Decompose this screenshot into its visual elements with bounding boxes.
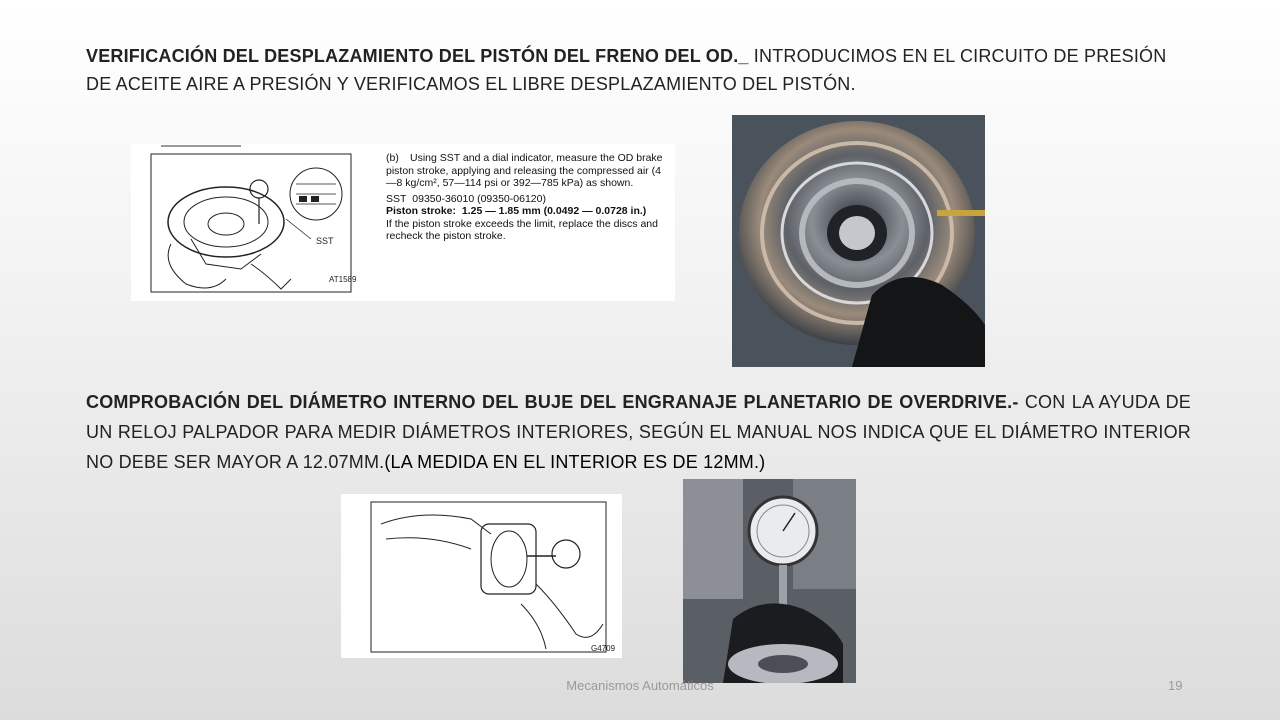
stroke-note: If the piston stroke exceeds the limit, replace the discs and recheck the piston stroke. — [386, 217, 658, 242]
step-label: (b) — [386, 152, 399, 164]
sst-callout: SST — [316, 236, 334, 246]
manual-figure-piston-stroke — [131, 144, 675, 301]
bushing-measured-note: (LA MEDIDA EN EL INTERIOR ES DE 12MM.) — [384, 452, 766, 472]
heading-paragraph-od-brake — [86, 42, 1191, 98]
od-brake-drum-image — [732, 115, 985, 367]
step-instruction: Using SST and a dial indicator, measure the OD brake piston stroke, applying and releasing the compressed air (4—8 kg/cm², 57—114 psi or 392—785 kPa) as shown. — [386, 152, 663, 189]
od-brake-title: VERIFICACIÓN DEL DESPLAZAMIENTO DEL PISTÓN DEL FRENO DEL OD._ — [86, 46, 749, 66]
photo-od-brake-drum — [732, 115, 985, 367]
piston-stroke-spec — [386, 152, 671, 243]
sst-value: 09350-36010 (09350-06120) — [412, 192, 546, 205]
bore-gauge-drawing — [341, 494, 622, 658]
od-brake-description: INTRODUCIMOS EN EL CIRCUITO DE PRESIÓN DE ACEITE AIRE A PRESIÓN Y VERIFICAMOS EL LIBRE DESPLAZAMIENTO DEL PISTÓN. — [86, 46, 1167, 94]
bushing-title: COMPROBACIÓN DEL DIÁMETRO INTERNO DEL BUJE DEL ENGRANAJE PLANETARIO DE OVERDRIVE.- — [86, 392, 1019, 412]
figure-code: AT1589 — [329, 275, 357, 284]
heading-paragraph-planetary-bushing — [86, 387, 1191, 477]
stroke-value: 1.25 — 1.85 mm (0.0492 — 0.0728 in.) — [461, 205, 647, 217]
dial-bore-gauge-image — [683, 479, 856, 683]
manual-figure-bore-gauge — [341, 494, 622, 658]
figure-code-2: G4709 — [591, 644, 616, 653]
photo-dial-bore-gauge — [683, 479, 856, 683]
stroke-label: Piston stroke: — [386, 205, 457, 217]
footer-title: Mecanismos Automáticos — [566, 678, 714, 693]
sst-label: SST — [386, 192, 407, 205]
bushing-description: CON LA AYUDA DE UN RELOJ PALPADOR PARA MEDIR DIÁMETROS INTERIORES, SEGÚN EL MANUAL NOS INDICA QUE EL DIÁMETRO INTERIOR NO DEBE SER MAYOR A 12.07MM. — [86, 392, 1191, 472]
page-number: 19 — [1168, 678, 1183, 693]
